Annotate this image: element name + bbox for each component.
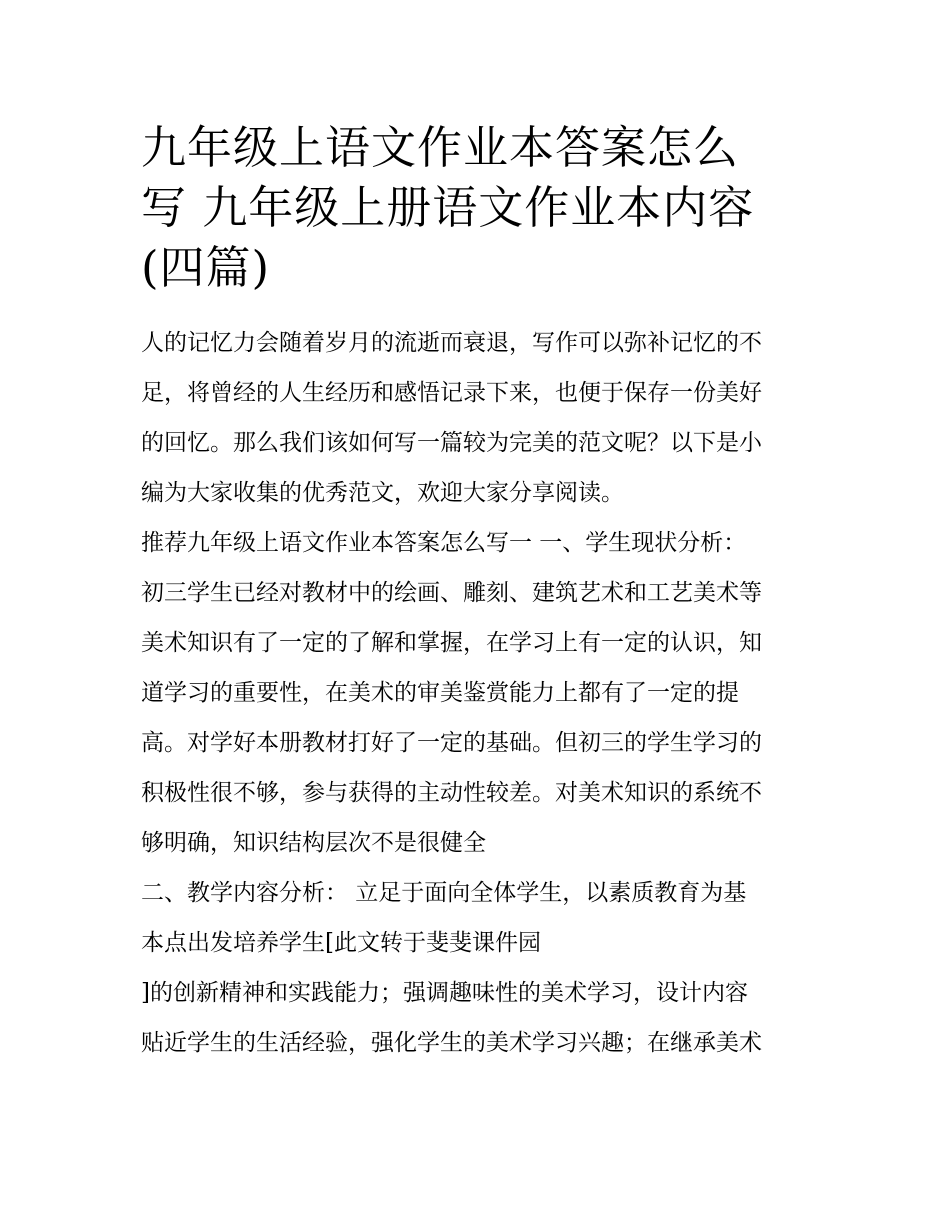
- text-line: 积极性很不够，参与获得的主动性较差。对美术知识的系统不: [141, 780, 762, 806]
- text-line: 人的记忆力会随着岁月的流逝而衰退，写作可以弥补记忆的不: [141, 330, 762, 356]
- text-line: 美术知识有了一定的了解和掌握，在学习上有一定的认识，知: [141, 630, 762, 656]
- text-line: 道学习的重要性，在美术的审美鉴赏能力上都有了一定的提: [141, 680, 739, 706]
- content-analysis-paragraph: [141, 868, 813, 1068]
- text-line: 推荐九年级上语文作业本答案怎么写一 一、学生现状分析：: [141, 530, 747, 556]
- intro-paragraph: [141, 318, 813, 518]
- title-line: 写 九年级上册语文作业本内容: [141, 181, 755, 234]
- text-line: 高。对学好本册教材打好了一定的基础。但初三的学生学习的: [141, 730, 762, 756]
- student-analysis-paragraph: [141, 518, 813, 868]
- text-line: 够明确，知识结构层次不是很健全: [141, 830, 486, 856]
- document-page: [141, 118, 813, 1068]
- text-line: 编为大家收集的优秀范文，欢迎大家分享阅读。: [141, 480, 624, 506]
- text-line: 贴近学生的生活经验，强化学生的美术学习兴趣；在继承美术: [141, 1030, 762, 1056]
- title-line: (四篇): [141, 241, 271, 294]
- title-line: 九年级上语文作业本答案怎么: [141, 121, 740, 174]
- text-line: ]的创新精神和实践能力；强调趣味性的美术学习，设计内容: [141, 980, 748, 1006]
- text-line: 二、教学内容分析： 立足于面向全体学生，以素质教育为基: [141, 880, 747, 906]
- text-line: 初三学生已经对教材中的绘画、雕刻、建筑艺术和工艺美术等: [141, 580, 762, 606]
- text-line: 的回忆。那么我们该如何写一篇较为完美的范文呢？以下是小: [141, 430, 762, 456]
- document-title: [141, 118, 813, 298]
- text-line: 本点出发培养学生[此文转于斐斐课件园: [141, 930, 541, 956]
- text-line: 足，将曾经的人生经历和感悟记录下来，也便于保存一份美好: [141, 380, 762, 406]
